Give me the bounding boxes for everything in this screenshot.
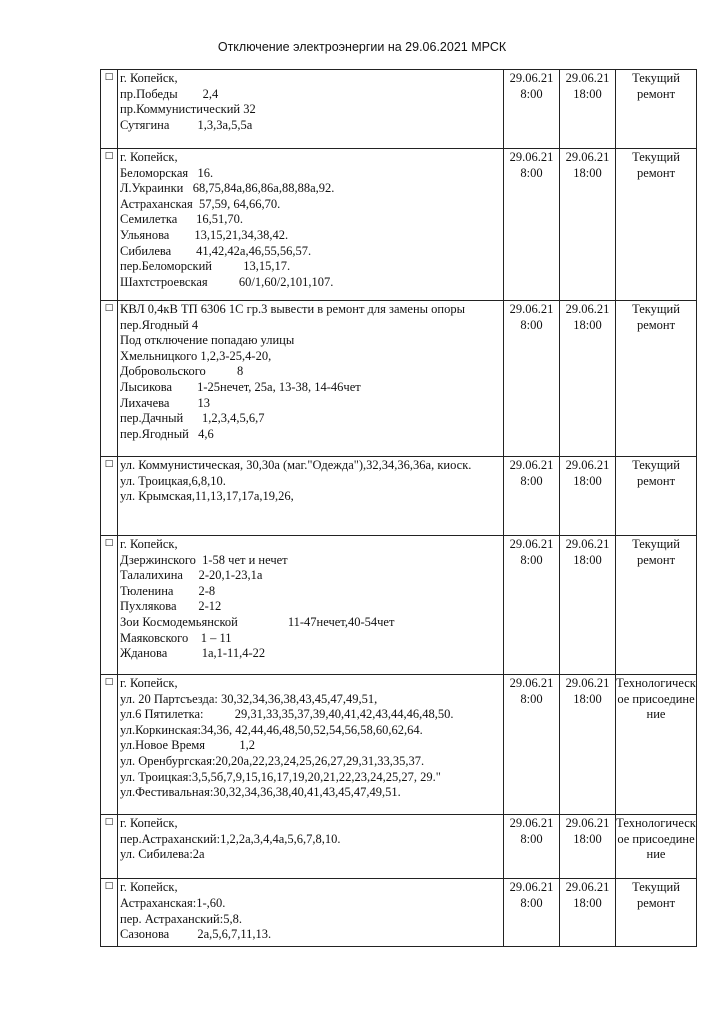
address-line: Семилетка 16,51,70. <box>120 212 243 227</box>
row-marker-icon: □ <box>101 70 118 149</box>
end-date: 29.06.21 <box>565 537 610 551</box>
address-line: ул. Оренбургская:20,20а,22,23,24,25,26,27,29,31,33,35,37. <box>120 753 425 768</box>
start-date: 29.06.21 <box>509 302 554 316</box>
address-line <box>120 863 501 879</box>
end-cell <box>560 149 616 301</box>
work-type-cell: Текущий ремонт <box>616 536 697 675</box>
end-time: 18:00 <box>573 831 602 846</box>
outage-row <box>101 675 697 815</box>
start-date: 29.06.21 <box>509 71 554 85</box>
work-type-cell: Текущий ремонт <box>616 301 697 457</box>
start-time: 8:00 <box>520 895 543 910</box>
start-time: 8:00 <box>520 317 543 332</box>
end-time: 18:00 <box>573 317 602 332</box>
row-marker-icon: □ <box>101 536 118 675</box>
start-date: 29.06.21 <box>509 816 554 830</box>
address-line: Хмельницкого 1,2,3-25,4-20, <box>120 348 272 363</box>
start-time: 8:00 <box>520 86 543 101</box>
row-marker-icon: □ <box>101 675 118 815</box>
start-time: 8:00 <box>520 552 543 567</box>
end-date: 29.06.21 <box>565 880 610 895</box>
start-cell <box>504 301 560 457</box>
start-cell <box>504 536 560 675</box>
address-line: Л.Украинки 68,75,84а,86,86а,88,88а,92. <box>120 181 335 196</box>
end-cell <box>560 815 616 879</box>
end-date: 29.06.21 <box>565 458 610 472</box>
address-line: Дзержинского 1-58 чет и нечет <box>120 552 288 567</box>
start-cell <box>504 815 560 879</box>
start-date: 29.06.21 <box>509 458 554 472</box>
address-cell <box>118 301 504 457</box>
address-cell <box>118 536 504 675</box>
address-line: Сазонова 2а,5,6,7,11,13. <box>120 927 272 942</box>
start-date: 29.06.21 <box>509 676 554 690</box>
address-line: Астраханская:1-,60. <box>120 895 226 910</box>
address-line: г. Копейск, <box>120 676 178 690</box>
outage-row <box>101 879 697 947</box>
end-time: 18:00 <box>573 165 602 180</box>
end-time: 18:00 <box>573 473 602 488</box>
address-line: Астраханская 57,59, 64,66,70. <box>120 196 281 211</box>
address-line <box>120 505 501 521</box>
end-cell <box>560 536 616 675</box>
start-date: 29.06.21 <box>509 537 554 551</box>
end-date: 29.06.21 <box>565 150 610 164</box>
address-line: Шахтстроевская 60/1,60/2,101,107. <box>120 274 334 289</box>
address-line: Жданова 1а,1-11,4-22 <box>120 646 266 661</box>
work-type-cell: Технологическое присоединение <box>616 675 697 815</box>
address-line: ул. Сибилева:2а <box>120 847 205 862</box>
row-marker-icon: □ <box>101 149 118 301</box>
row-marker-icon: □ <box>101 457 118 536</box>
address-line: Под отключение попадаю улицы <box>120 333 295 348</box>
row-marker-icon: □ <box>101 301 118 457</box>
address-cell <box>118 457 504 536</box>
end-date: 29.06.21 <box>565 816 610 830</box>
address-line: Тюленина 2-8 <box>120 583 216 598</box>
address-line: ул.Коркинская:34,36, 42,44,46,48,50,52,54,56,58,60,62,64. <box>120 722 423 737</box>
address-line: г. Копейск, <box>120 71 178 85</box>
end-time: 18:00 <box>573 895 602 910</box>
address-line: пер.Ягодный 4 <box>120 317 199 332</box>
address-line: Добровольского 8 <box>120 364 244 379</box>
address-line: Лихачева 13 <box>120 395 211 410</box>
outage-row <box>101 457 697 536</box>
address-line: пер.Беломорский 13,15,17. <box>120 259 291 274</box>
address-line: Пухлякова 2-12 <box>120 599 222 614</box>
start-time: 8:00 <box>520 691 543 706</box>
outage-row <box>101 149 697 301</box>
address-line: Ульянова 13,15,21,34,38,42. <box>120 227 289 242</box>
outage-row <box>101 301 697 457</box>
start-date: 29.06.21 <box>509 880 554 895</box>
outage-row <box>101 70 697 149</box>
address-line: Маяковского 1 – 11 <box>120 630 232 645</box>
end-time: 18:00 <box>573 691 602 706</box>
address-line: ул. Крымская,11,13,17,17а,19,26, <box>120 489 294 504</box>
address-line: г. Копейск, <box>120 150 178 164</box>
row-marker-icon: □ <box>101 879 118 947</box>
end-date: 29.06.21 <box>565 676 610 690</box>
address-line: ул.6 Пятилетка: 29,31,33,35,37,39,40,41,42,43,44,46,48,50. <box>120 707 454 722</box>
start-date: 29.06.21 <box>509 150 554 164</box>
outage-row <box>101 815 697 879</box>
address-line: пер.Астраханский:1,2,2а,3,4,4а,5,6,7,8,10. <box>120 831 341 846</box>
outage-row <box>101 536 697 675</box>
address-cell <box>118 815 504 879</box>
start-cell <box>504 70 560 149</box>
end-cell <box>560 70 616 149</box>
work-type-cell: Технологическое присоединение <box>616 815 697 879</box>
address-line: КВЛ 0,4кВ ТП 6306 1С гр.3 вывести в ремонт для замены опоры <box>120 302 466 316</box>
address-line: Сибилева 41,42,42а,46,55,56,57. <box>120 243 312 258</box>
address-line: ул. 20 Партсъезда: 30,32,34,36,38,43,45,47,49,51, <box>120 691 378 706</box>
address-cell <box>118 879 504 947</box>
address-cell <box>118 70 504 149</box>
page-title: Отключение электроэнергии на 29.06.2021 МРСК <box>217 40 507 54</box>
work-type-cell: Текущий ремонт <box>616 879 697 947</box>
address-line: пер.Дачный 1,2,3,4,5,6,7 <box>120 411 265 426</box>
address-line: Зои Космодемьянской 11-47нечет,40-54чет <box>120 614 395 629</box>
address-cell <box>118 675 504 815</box>
address-line: ул. Троицкая,6,8,10. <box>120 473 226 488</box>
end-cell <box>560 301 616 457</box>
outage-table-body <box>101 70 697 947</box>
end-date: 29.06.21 <box>565 71 610 85</box>
address-line: пр.Коммунистический 32 <box>120 102 256 117</box>
address-line: ул. Троицкая:3,5,5б,7,9,15,16,17,19,20,21,22,23,24,25,27, 29." <box>120 769 441 784</box>
end-cell <box>560 675 616 815</box>
start-cell <box>504 457 560 536</box>
end-time: 18:00 <box>573 86 602 101</box>
address-line: Лысикова 1-25нечет, 25а, 13-38, 14-46чет <box>120 379 361 394</box>
end-cell <box>560 457 616 536</box>
work-type-cell: Текущий ремонт <box>616 149 697 301</box>
start-time: 8:00 <box>520 831 543 846</box>
end-cell <box>560 879 616 947</box>
end-time: 18:00 <box>573 552 602 567</box>
start-time: 8:00 <box>520 473 543 488</box>
work-type-cell: Текущий ремонт <box>616 70 697 149</box>
address-cell <box>118 149 504 301</box>
address-line: ул.Новое Время 1,2 <box>120 738 256 753</box>
address-line: ул. Коммунистическая, 30,30а (маг."Одежда"),32,34,36,36а, киоск. <box>120 458 472 472</box>
address-line: г. Копейск, <box>120 537 178 551</box>
work-type-cell: Текущий ремонт <box>616 457 697 536</box>
outage-table <box>100 69 697 947</box>
address-line: г. Копейск, <box>120 816 178 830</box>
start-cell <box>504 149 560 301</box>
address-line: пер.Ягодный 4,6 <box>120 426 214 441</box>
start-cell <box>504 675 560 815</box>
start-time: 8:00 <box>520 165 543 180</box>
address-line: г. Копейск, <box>120 880 178 895</box>
end-date: 29.06.21 <box>565 302 610 316</box>
address-line: ул.Фестивальная:30,32,34,36,38,40,41,43,45,47,49,51. <box>120 785 401 800</box>
address-line: Сутягина 1,3,3а,5,5а <box>120 117 253 132</box>
start-cell <box>504 879 560 947</box>
address-line: Талалихина 2-20,1-23,1а <box>120 568 263 583</box>
address-line: Беломорская 16. <box>120 165 214 180</box>
address-line: пер. Астраханский:5,8. <box>120 911 242 926</box>
address-line: пр.Победы 2,4 <box>120 86 219 101</box>
row-marker-icon: □ <box>101 815 118 879</box>
